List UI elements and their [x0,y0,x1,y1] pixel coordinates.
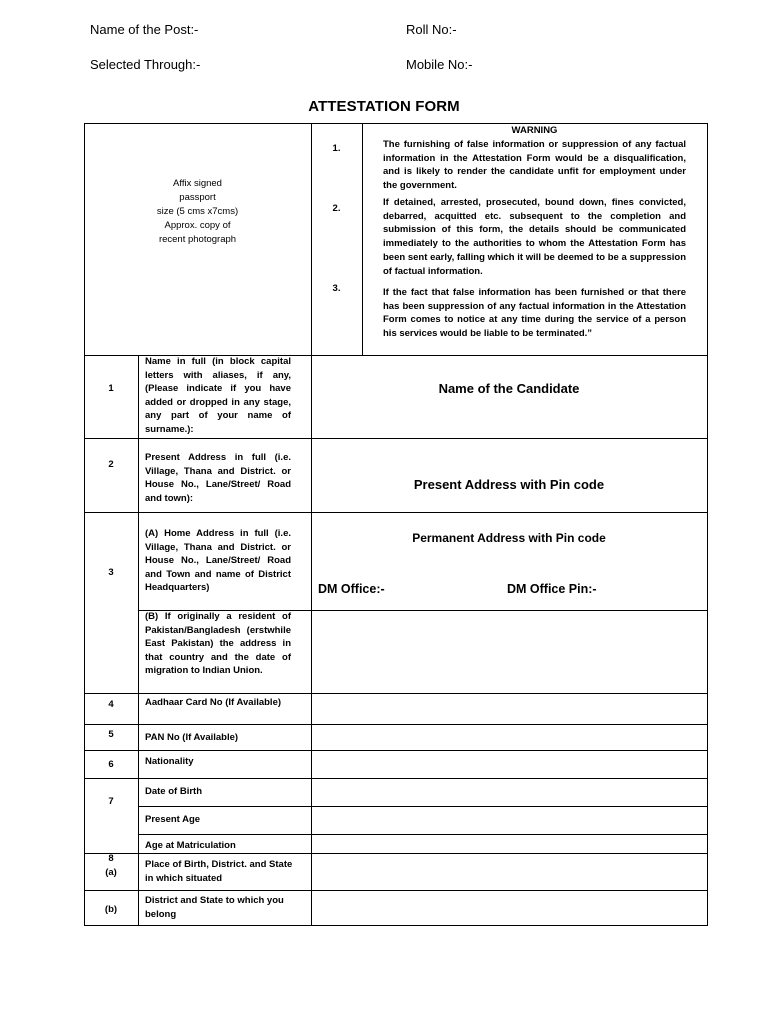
photo-line-3: size (5 cms x7cms) [156,206,239,217]
warning-text-3: If the fact that false information has been furnished or that there has been suppression of any factual information in the Attestation Form comes to notice at any time during the service of a person his services would be liable to be terminated.” [383,287,686,340]
warning-num-3: 3. [332,283,341,294]
permanent-address-field[interactable]: Permanent Address with Pin code [412,531,606,545]
present-age-field[interactable] [312,807,707,834]
warning-text-2: If detained, arrested, prosecuted, bound down, fines convicted, debarred, acquitted etc. subsequent to the completion and submission of this form, the details should be communicated immediately to the authorities to whom the Attestation Form has been sent early, falling which it will be deemed to be a suppression of factual information. [383,197,686,277]
dm-office-pin-field[interactable]: DM Office Pin:- [507,582,597,596]
dob-label: Date of Birth [145,786,202,797]
row-2-number: 2 [108,459,114,470]
present-age-label: Present Age [145,814,201,825]
home-state-field[interactable] [312,891,707,925]
mobile-no-label: Mobile No:- [406,57,473,72]
row-5-label: PAN No (If Available) [145,732,239,743]
row-5-number: 5 [108,729,114,740]
photo-instructions [84,177,311,247]
row-8-number: 8 [108,853,114,864]
row-8b-label: District and State to which you belong [145,895,284,920]
page-title: ATTESTATION FORM [308,98,460,115]
matriculation-age-field[interactable] [312,835,707,853]
warning-num-1: 1. [332,143,341,154]
row-4-number: 4 [108,699,114,710]
candidate-name-field[interactable]: Name of the Candidate [438,381,580,396]
aadhaar-field[interactable] [312,694,707,724]
place-of-birth-field[interactable] [312,854,707,890]
row-3a-label: (A) Home Address in full (i.e. Village, Thana and District. or House No., Lane/Street/ Road and Town and name of District Headquarters) [145,528,291,594]
row-3-number: 3 [108,567,114,578]
row-8a-sub: (a) [105,867,117,878]
matriculation-age-label: Age at Matriculation [145,840,236,851]
post-name-label: Name of the Post:- [90,22,199,37]
selected-through-label: Selected Through:- [90,57,201,72]
row-8a-label: Place of Birth, District. and State in which situated [145,859,293,884]
warning-heading: WARNING [511,125,558,136]
row-8b-sub: (b) [104,904,118,915]
nationality-field[interactable] [312,751,707,778]
row-1-label: Name in full (in block capital letters with aliases, if any, (Please indicate if you have added or dropped in any stage, any part of your name of surname.): [145,356,291,435]
photo-line-2: passport [179,192,216,203]
photo-line-5: recent photograph [158,234,237,245]
present-address-field[interactable]: Present Address with Pin code [413,477,605,492]
warning-text-1: The furnishing of false information or suppression of any factual information in the Attestation Form would be a disqualification, and is likely to render the candidate unfit for employment under the government. [383,139,686,192]
migration-address-field[interactable] [312,611,707,693]
row-6-label: Nationality [145,756,194,767]
warning-num-2: 2. [332,203,341,214]
pan-field[interactable] [312,725,707,750]
photo-line-4: Approx. copy of [164,220,231,231]
row-6-number: 6 [108,759,114,770]
row-7-number: 7 [108,796,114,807]
roll-no-label: Roll No:- [406,22,457,37]
row-3b-label: (B) If originally a resident of Pakistan/Bangladesh (erstwhile East Pakistan) the address in that country and the date of migration to Indian Union. [145,611,291,677]
row-1-number: 1 [108,383,114,394]
row-2-label: Present Address in full (i.e. Village, Thana and District. or House No., Lane/Street/ Road and town): [145,452,291,504]
dob-field[interactable] [312,779,707,806]
row-4-label: Aadhaar Card No (If Available) [145,697,282,708]
dm-office-field[interactable]: DM Office:- [318,582,385,596]
photo-line-1: Affix signed [173,178,222,189]
